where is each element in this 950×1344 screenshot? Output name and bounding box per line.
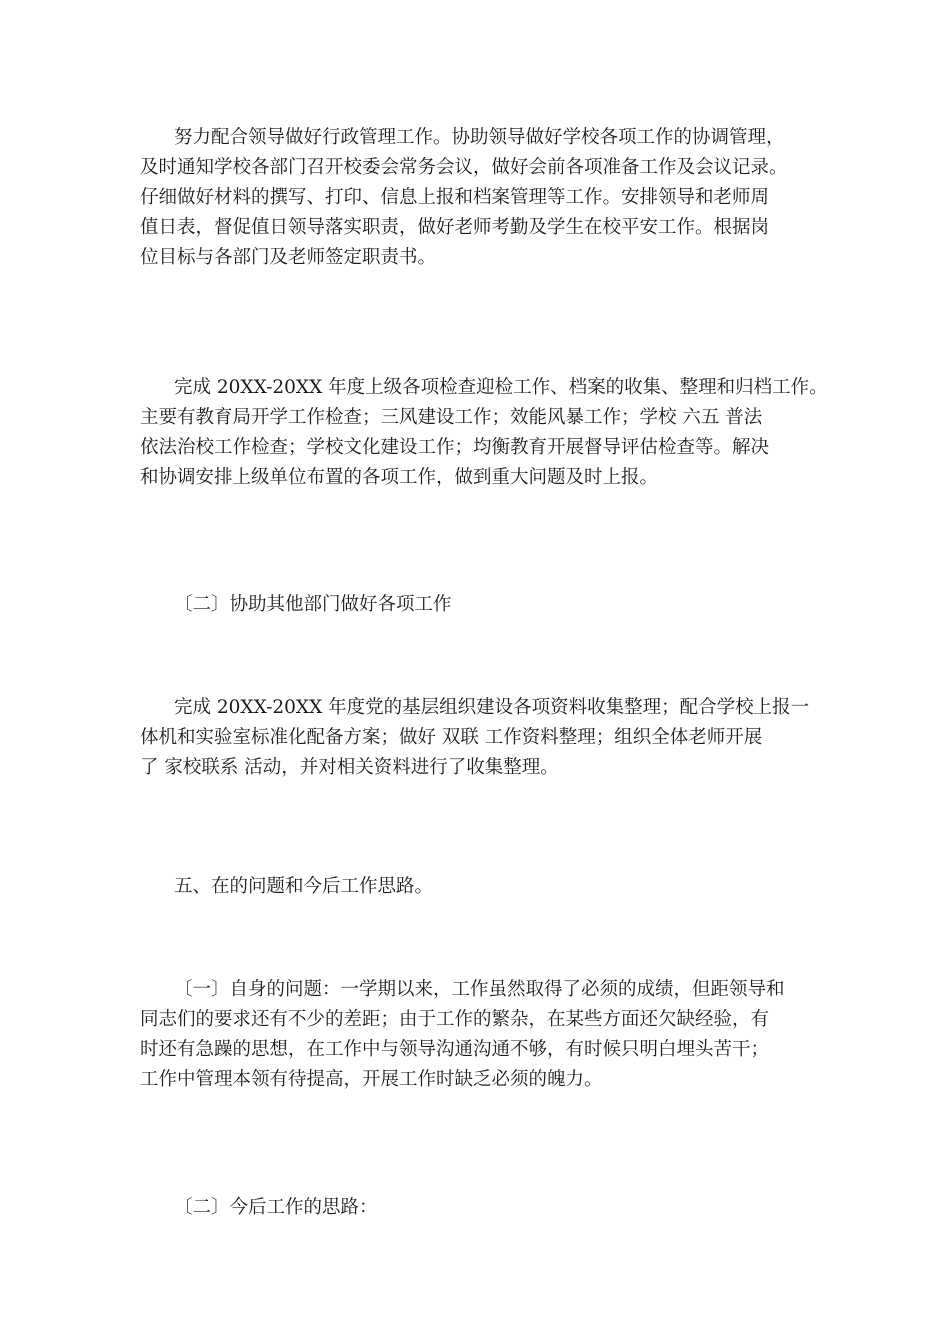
text-line: 〔二〕今后工作的思路： — [174, 1197, 378, 1218]
text-line: 时还有急躁的思想，在工作中与领导沟通沟通不够，有时候只明白埋头苦干； — [140, 1039, 770, 1060]
paragraph-party-organization — [140, 693, 830, 783]
text-line: 位目标与各部门及老师签定职责书。 — [140, 247, 437, 268]
text-line: 五、在的问题和今后工作思路。 — [174, 876, 434, 897]
text-line: 工作中管理本领有待提高，开展工作时缺乏必须的魄力。 — [140, 1069, 603, 1090]
text-line: 努力配合领导做好行政管理工作。协助领导做好学校各项工作的协调管理， — [174, 127, 785, 148]
section-heading-future-plans — [140, 1193, 830, 1223]
paragraph-inspection-work — [140, 373, 830, 493]
section-heading-assist-departments — [140, 590, 830, 620]
text-line: 同志们的要求还有不少的差距；由于工作的繁杂，在某些方面还欠缺经验，有 — [140, 1009, 770, 1030]
text-line: 值日表，督促值日领导落实职责，做好老师考勤及学生在校平安工作。根据岗 — [140, 217, 770, 238]
section-heading-problems-and-plans — [140, 872, 830, 902]
text-line: 完成 20XX-20XX 年度上级各项检查迎检工作、档案的收集、整理和归档工作。 — [174, 377, 828, 398]
text-line: 及时通知学校各部门召开校委会常务会议，做好会前各项准备工作及会议记录。 — [140, 157, 788, 178]
paragraph-admin-work — [140, 123, 830, 273]
text-line: 〔一〕自身的问题：一学期以来，工作虽然取得了必须的成绩，但距领导和 — [174, 979, 785, 1000]
text-line: 完成 20XX-20XX 年度党的基层组织建设各项资料收集整理；配合学校上报一 — [174, 697, 810, 718]
text-line: 主要有教育局开学工作检查；三风建设工作；效能风暴工作；学校 六五 普法 — [140, 407, 763, 428]
text-line: 仔细做好材料的撰写、打印、信息上报和档案管理等工作。安排领导和老师周 — [140, 187, 770, 208]
text-line: 〔二〕协助其他部门做好各项工作 — [174, 594, 452, 615]
text-line: 了 家校联系 活动，并对相关资料进行了收集整理。 — [140, 757, 559, 778]
paragraph-own-problems — [140, 975, 830, 1095]
text-line: 体机和实验室标准化配备方案；做好 双联 工作资料整理；组织全体老师开展 — [140, 727, 763, 748]
text-line: 依法治校工作检查；学校文化建设工作；均衡教育开展督导评估检查等。解决 — [140, 437, 770, 458]
text-line: 和协调安排上级单位布置的各项工作，做到重大问题及时上报。 — [140, 467, 659, 488]
